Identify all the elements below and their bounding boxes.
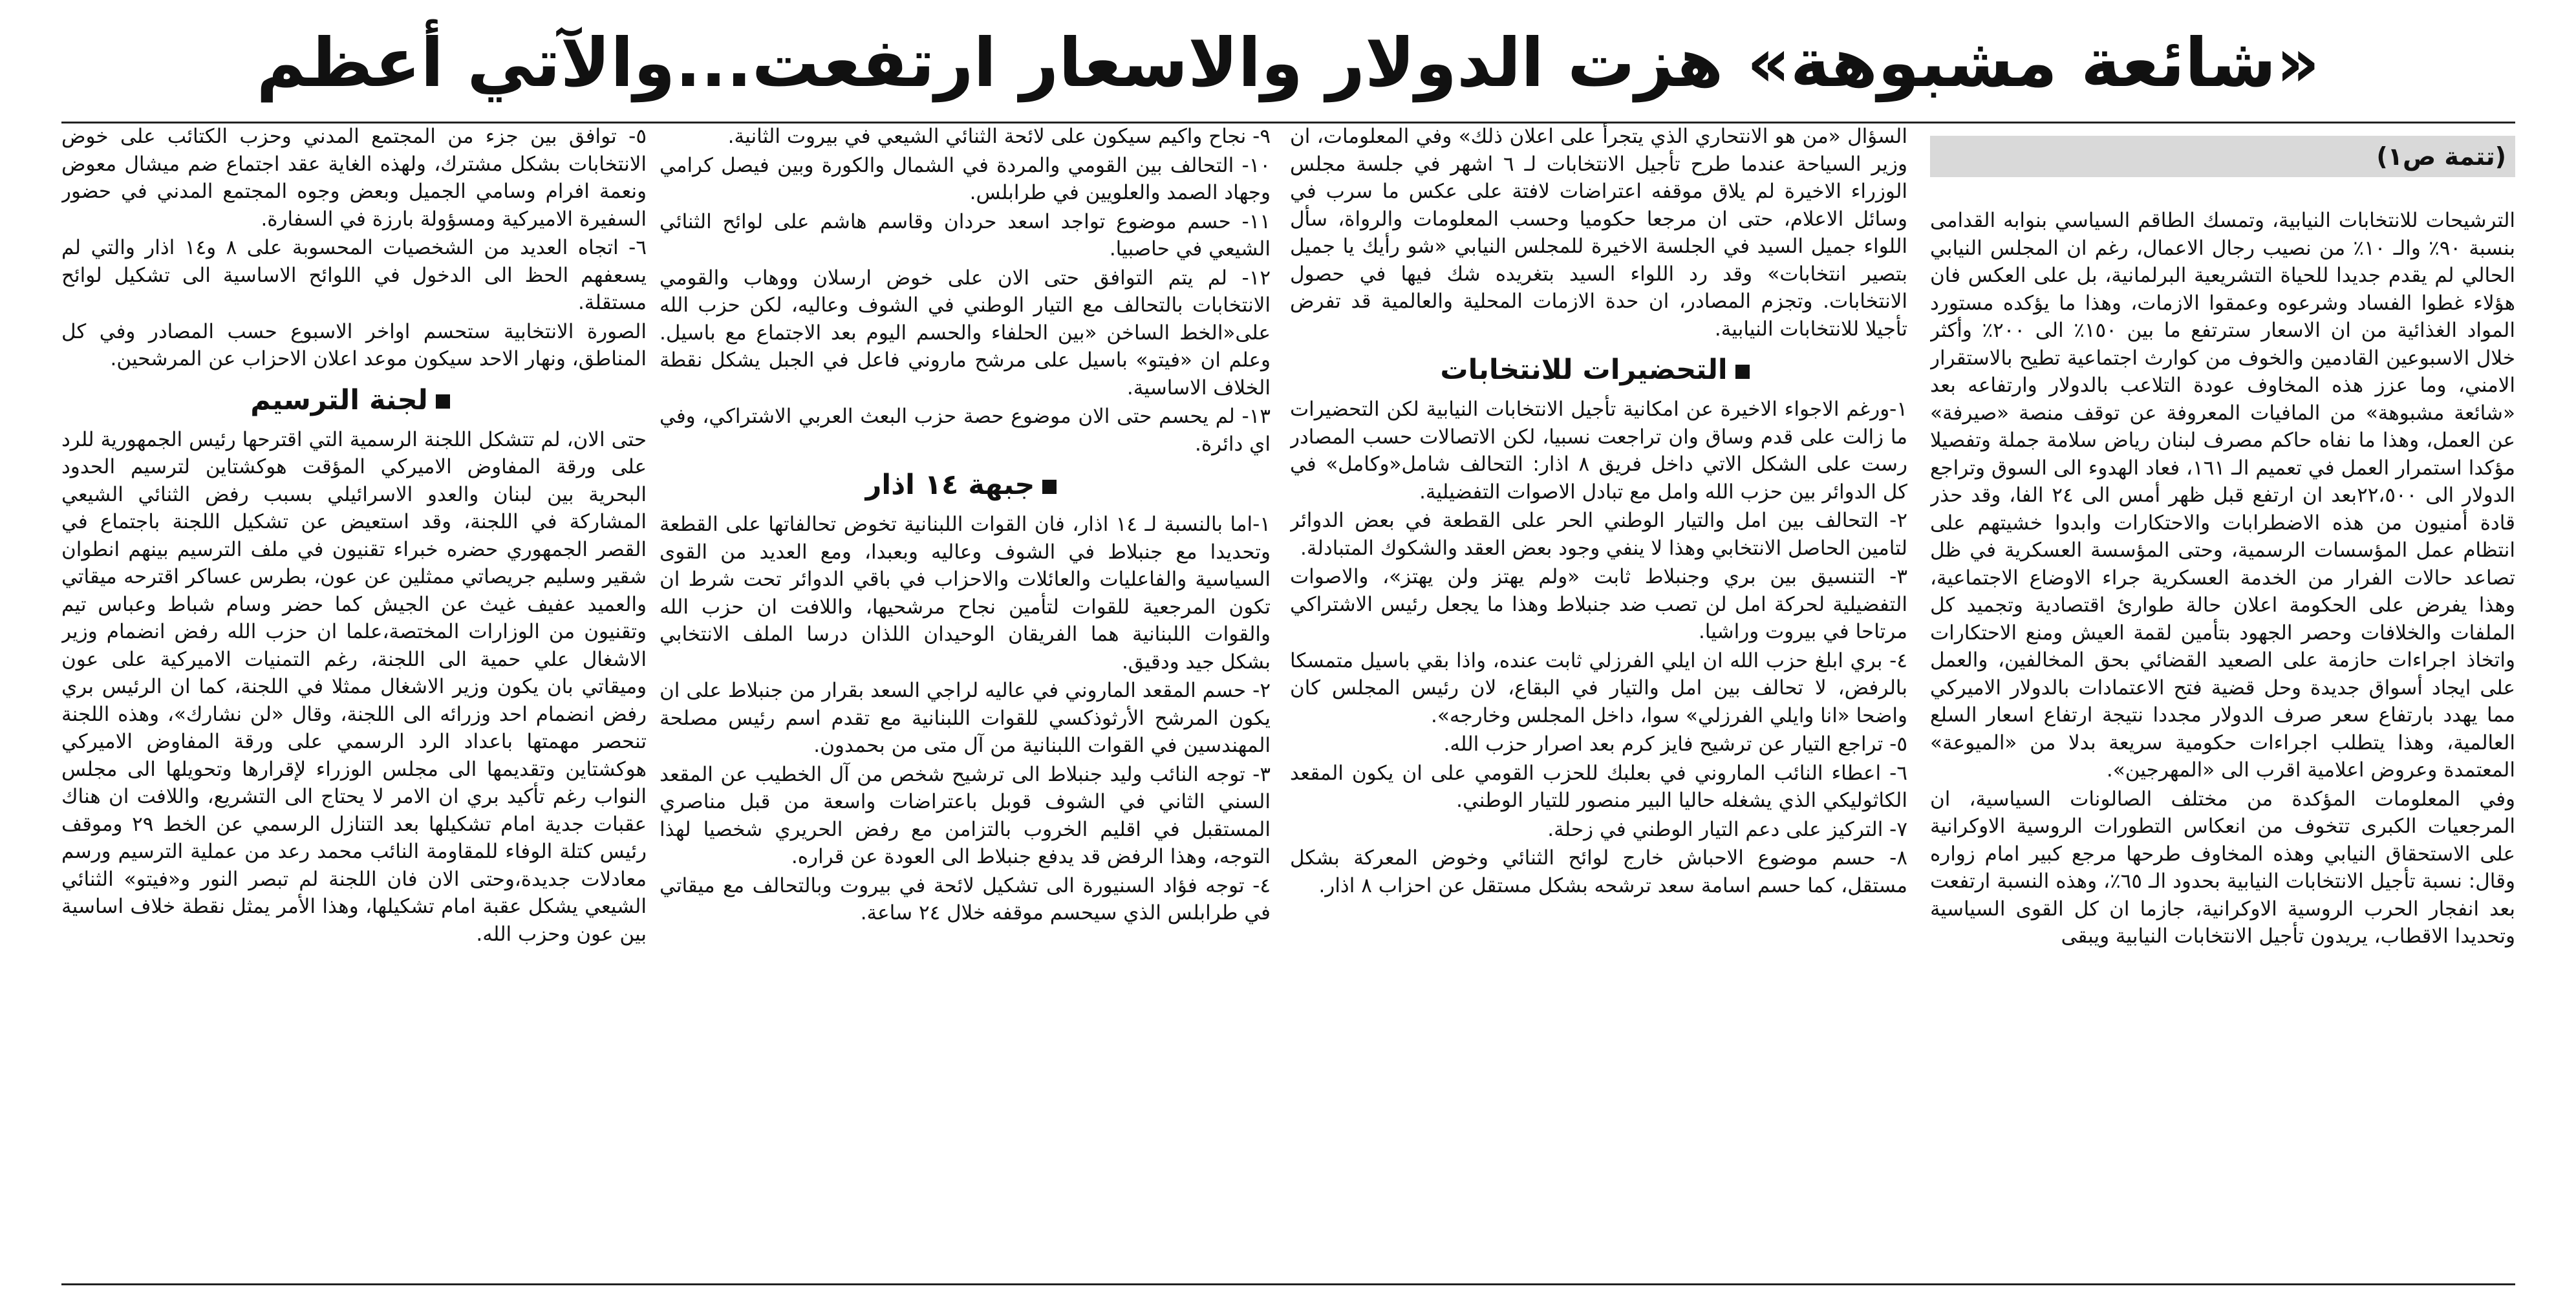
- list-item: ٤- بري ابلغ حزب الله ان ايلي الفرزلي ثابت عنده، واذا بقي باسيل متمسكا بالرفض، لا تحالف بين امل والتيار في البقاع، لان رئيس المجلس كان واضحا «انا وايلي الفرزلي» سوا، داخل المجلس وخارجه».: [1290, 648, 1907, 727]
- list-item: ١-ورغم الاجواء الاخيرة عن امكانية تأجيل الانتخابات النيابية لكن التحضيرات ما زالت على قدم وساق وان تراجعت نسبيا، لكن الاتصالات حسب المصادر رست على الشكل الاتي داخل فريق ٨ اذار: التحالف شامل«وكامل» في كل الدوائر بين حزب الله وامل مع تبادل الاصوات التفضيلية.: [1290, 398, 1907, 504]
- list-item: ٦- اتجاه العديد من الشخصيات المحسوبة على ٨ و١٤ اذار والتي لم يسعفهم الحظ الى الدخول في اللوائح الاساسية الى تشكيل لوائح مستقلة.: [61, 236, 647, 314]
- list-item: ٢- التحالف بين امل والتيار الوطني الحر على القطعة في بعض الدوائر لتامين الحاصل الانتخابي وهذا لا ينفي وجود بعض العقد والشكوك المتبادلة.: [1290, 509, 1907, 560]
- list-item: ٩- نجاح واكيم سيكون على لائحة الثنائي الشيعي في بيروت الثانية.: [727, 125, 1271, 148]
- section-heading-text: لجنة الترسيم: [250, 383, 428, 416]
- list-item: ٣- توجه النائب وليد جنبلاط الى ترشيح شخص من آل الخطيب عن المقعد السني الثاني في الشوف قوبل باعتراضات واسعة من قبل مناصري المستقبل في اقليم الخروب بالتزامن مع رفض الحريري شخصيا لهذا التوجه، وهذا الرفض قد يدفع جنبلاط الى العودة عن قراره.: [660, 762, 1271, 868]
- section-heading-text: التحضيرات للانتخابات: [1440, 354, 1728, 386]
- list-item: ١١- حسم موضوع تواجد اسعد حردان وقاسم هاشم على لوائح الثنائي الشيعي في حاصبيا.: [660, 209, 1271, 261]
- column-4: [61, 123, 647, 1280]
- list-item: ٣- التنسيق بين بري وجنبلاط ثابت «ولم يهتز ولن يهتز»، والاصوات التفضيلية لحركة امل لن تصب ضد جنبلاط وهذا ما يجعل رئيس الاشتراكي مرتاحا في بيروت وراشيا.: [1290, 565, 1907, 643]
- bottom-rule: [61, 1283, 2515, 1285]
- list-item: ١-اما بالنسبة لـ ١٤ اذار، فان القوات اللبنانية تخوض تحالفاتها على القطعة وتحديدا مع جنبلاط في الشوف وعاليه وبعبدا، ومع العديد من القوى السياسية والفاعليات والعائلات والاحزاب في باقي الدوائر تحت شرط ان تكون المرجعية للقوات لتأمين نجاح مرشحيها، واللافت ان حزب الله والقوات اللبنانية هما الفريقان الوحيدان اللذان درسا الملف الانتخابي بشكل جيد ودقيق.: [660, 513, 1271, 674]
- paragraph: السؤال «من هو الانتحاري الذي يتجرأ على اعلان ذلك» وفي المعلومات، ان وزير السياحة عندما طرح تأجيل الانتخابات لـ ٦ اشهر في جلسة مجلس الوزراء الاخيرة لم يلاق موقفه اعتراضات لافتة على عكس ما سرب في وسائل الاعلام، حتى ان مرجعا حكوميا وحسب المعلومات والرواة، سأل اللواء جميل السيد في الجلسة الاخيرة للمجلس النيابي «شو رأيك يا جميل بتصير انتخابات» وقد رد اللواء السيد بتغريده شك فيها في حصول الانتخابات. وتجزم المصادر، ان حدة الازمات المحلية والعالمية قد تفرض تأجيلا للانتخابات النيابية.: [1290, 125, 1907, 341]
- continued-label: (تتمة ص١): [1930, 136, 2515, 177]
- square-bullet-icon: [1735, 365, 1750, 379]
- column-1: [1930, 123, 2515, 1280]
- section-heading-preparations: [1290, 349, 1907, 391]
- list-item: ١٢- لم يتم التوافق حتى الان على خوض ارسلان ووهاب والقومي الانتخابات بالتحالف مع التيار الوطني في الشوف وعاليه، لكن حزب الله على«الخط الساخن «بين الحلفاء والحسم اليوم بعد الاجتماع مع باسيل. وعلم ان «فيتو» باسيل على مرشح ماروني فاعل في الجبل يشكل نقطة الخلاف الاساسية.: [660, 266, 1271, 400]
- section-heading-14-march: [660, 464, 1271, 506]
- column-3: [660, 123, 1271, 1280]
- list-item: ٨- حسم موضوع الاحباش خارج لوائح الثنائي وخوض المعركة بشكل مستقل، كما حسم اسامة سعد ترشحه بشكل مستقل عن احزاب ٨ اذار.: [1290, 846, 1907, 897]
- column-2: [1290, 123, 1907, 1280]
- section-heading-committee: [61, 380, 647, 421]
- list-item: ٤- توجه فؤاد السنيورة الى تشكيل لائحة في بيروت وبالتحالف مع ميقاتي في طرابلس الذي سيحسم موقفه خلال ٢٤ ساعة.: [660, 873, 1271, 925]
- list-item: ٧- التركيز على دعم التيار الوطني في زحلة.: [1547, 817, 1907, 841]
- paragraph: الترشيحات للانتخابات النيابية، وتمسك الطاقم السياسي بنوابه القدامى بنسبة ٩٠٪ والـ ١٠٪ من نصيب رجال الاعمال، رغم ان المجلس النيابي الحالي لم يقدم جديدا للحياة التشريعية البرلمانية، بل على العكس فان هؤلاء غطوا الفساد وشرعوه وعمقوا الازمات، وهذا ما يؤكده مستورد المواد الغذائية من ان الاسعار سترتفع ما بين ١٥٠٪ الى ٢٠٠٪ وأكثر خلال الاسبوعين القادمين والخوف من كوارث اجتماعية تطيح بالاستقرار الامني، وما عزز هذه المخاوف عودة التلاعب بالدولار وارتفاعه بعد «شائعة مشبوهة» من المافيات المعروفة عن توقف منصة «صيرفة» عن العمل، وهذا ما نفاه حاكم مصرف لبنان رياض سلامة جملة وتفصيلا مؤكدا استمرار العمل في تعميم الـ ١٦١، فعاد الهدوء الى السوق وتراجع الدولار الى ٢٢،٥٠٠بعد ان ارتفع قبل ظهر أمس الى ٢٤ الفا، وقد حذر قادة أمنيون من هذه الاضطرابات والاحتكارات وابدوا خشيتهم على انتظام عمل المؤسسات الرسمية، وحتى المؤسسة العسكرية في ظل تصاعد حالات الفرار من الخدمة العسكرية جراء الاوضاع الاجتماعية، وهذا يفرض على الحكومة اعلان حالة طوارئ اقتصادية وتجميد كل الملفات والخلافات وحصر الجهود بتأمين لقمة العيش ومنع الاحتكارات واتخاذ اجراءات حازمة على الصعيد القضائي بحق المخالفين، والعمل على ايجاد أسواق جديدة وحل قضية فتح الاعتمادات بالدولار الاميركي مما يهدد بارتفاع سعر صرف الدولار مجددا نتيجة ارتفاع اسعار السلع العالمية، وهذا يتطلب اجراءات حكومية سريعة بدلا من «الميوعة» المعتمدة وعروض اعلامية اقرب الى «المهرجين».: [1930, 209, 2515, 782]
- list-item: ٢- حسم المقعد الماروني في عاليه لراجي السعد بقرار من جنبلاط على ان يكون المرشح الأرثوذكسي للقوات اللبنانية مع تقدم اسم رئيس مصلحة المهندسين في القوات اللبنانية من آل متى من بحمدون.: [660, 679, 1271, 757]
- list-item: ١٣- لم يحسم حتى الان موضوع حصة حزب البعث العربي الاشتراكي، وفي اي دائرة.: [660, 405, 1271, 456]
- square-bullet-icon: [1042, 480, 1057, 494]
- paragraph: الصورة الانتخابية ستحسم اواخر الاسبوع حسب المصادر وفي كل المناطق، ونهار الاحد سيكون موعد اعلان الاحزاب عن المرشحين.: [61, 319, 647, 370]
- square-bullet-icon: [436, 394, 450, 409]
- paragraph: وفي المعلومات المؤكدة من مختلف الصالونات السياسية، ان المرجعيات الكبرى تتخوف من انعكاس التطورات الروسية الاوكرانية على الاستحقاق النيابي وهذه المخاوف طرحها مرجع كبير امام زواره وقال: نسبة تأجيل الانتخابات النيابية بحدود الـ ٦٥٪، وهذه النسبة ارتفعت بعد انفجار الحرب الروسية الاوكرانية، جازما ان كل القوى السياسية وتحديدا الاقطاب، يريدون تأجيل الانتخابات النيابية ويبقى: [1930, 787, 2515, 948]
- list-item: ٥- توافق بين جزء من المجتمع المدني وحزب الكتائب على خوض الانتخابات بشكل مشترك، ولهذه الغاية عقد اجتماع ضم ميشال معوض ونعمة افرام وسامي الجميل وبعض وجوه المجتمع المدني في حضور السفيرة الاميركية ومسؤولة بارزة في السفارة.: [61, 125, 647, 231]
- list-item: ٥- تراجع التيار عن ترشيح فايز كرم بعد اصرار حزب الله.: [1443, 733, 1907, 756]
- list-item: ١٠- التحالف بين القومي والمردة في الشمال والكورة وبين فيصل كرامي وجهاد الصمد والعلويين في طرابلس.: [660, 153, 1271, 204]
- article-headline: «شائعة مشبوهة» هزت الدولار والاسعار ارتفعت...والآتي أعظم: [256, 23, 2320, 102]
- section-heading-text: جبهة ١٤ اذار: [865, 469, 1035, 501]
- paragraph: حتى الان، لم تتشكل اللجنة الرسمية التي اقترحها رئيس الجمهورية للرد على ورقة المفاوض الاميركي المؤقت هوكشتاين لترسيم الحدود البحرية بين لبنان والعدو الاسرائيلي بسبب رفض الثنائي الشيعي المشاركة في اللجنة، وقد استعيض عن تشكيل اللجنة باجتماع في القصر الجمهوري حضره خبراء تقنيون في ملف الترسيم بينهم انطوان شقير وسليم جريصاتي ممثلين عن عون، بطرس عساكر اقترحه ميقاتي والعميد عفيف غيث عن الجيش كما حضر وسام شباط وعباس تيم وتقنيون من الوزارات المختصة،علما ان حزب الله رفض انضمام وزير الاشغال علي حمية الى اللجنة، رغم التمنيات الاميركية على عون وميقاتي بان يكون وزير الاشغال ممثلا في اللجنة، كما ان الرئيس بري رفض انضمام احد وزرائه الى اللجنة، وقال «لن نشارك»، وهذه اللجنة تنحصر مهمتها باعداد الرد الرسمي على ورقة المفاوض الاميركي هوكشتاين وتقديمها الى مجلس الوزراء لإقرارها وتحويلها الى مجلس النواب رغم تأكيد بري ان الامر لا يحتاج الى التشريع، واللافت ان هناك عقبات جدية امام تشكيلها بعد التنازل الرسمي عن الخط ٢٩ وموقف رئيس كتلة الوفاء للمقاومة النائب محمد رعد من عملية الترسيم ورسم معادلات جديدة،وحتى الان فان اللجنة لم تبصر النور و«فيتو» الثنائي الشيعي يشكل عقبة امام تشكيلها، وهذا الأمر يمثل نقطة خلاف اساسية بين عون وحزب الله.: [61, 427, 647, 946]
- list-item: ٦- اعطاء النائب الماروني في بعلبك للحزب القومي على ان يكون المقعد الكاثوليكي الذي يشغله حاليا البير منصور للتيار الوطني.: [1290, 761, 1907, 812]
